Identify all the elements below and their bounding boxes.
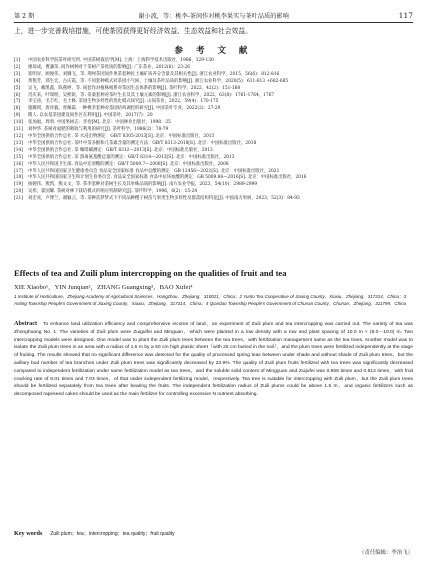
references-heading: 参 考 文 献: [174, 46, 253, 56]
reference-number: [12]: [14, 133, 23, 139]
reference-number: [11]: [14, 127, 23, 133]
reference-item: [14, 148, 413, 155]
reference-number: [20]: [14, 189, 23, 195]
reference-number: [3]: [14, 71, 21, 77]
english-abstract: [14, 320, 413, 399]
running-header: [14, 8, 413, 23]
reference-number: [7]: [14, 99, 21, 105]
reference-text: 中华全国供销合作总社. 茶 水浸出物测定：GB/T 8305-2013[S]. 北京：中国标准出版社，2013: [28, 133, 215, 139]
reference-text: 中华人民共和国卫生部. 食品中还原糖的测定：GB/T 5009.7—2008[S]. 北京：中国标准出版社，2008: [28, 161, 229, 167]
reference-item: [14, 72, 413, 79]
reference-number: [10]: [14, 120, 23, 126]
reference-item: [14, 86, 413, 93]
reference-number: [18]: [14, 175, 23, 181]
reference-text: 中国农业科学院茶叶研究所. 中国茶树栽培学[M]. 上海：上海科学技术出版社，1986，129-130: [28, 58, 214, 63]
abstract-label: Abstract: [14, 320, 38, 327]
reference-number: [14]: [14, 147, 23, 153]
reference-text: 肖庆来，叶瑞明，吴熙锐，等. 茶桑套种对茶叶生长及其土壤元素的影响[J]. 浙江农业科学，2022，63(8)：1761-1764，1767: [28, 92, 275, 98]
reference-number: [17]: [14, 168, 23, 174]
reference-text: 中华全国供销合作总社. 茶叶中茶多酚和儿茶素含量的测定方法：GB/T 8313-2018[S]. 北京：中国标准出版社，2018: [28, 140, 257, 146]
reference-text: 隋人. 以农基茶园建设间作区在利用[J]. 中国茶叶，2017(7)：20: [28, 113, 153, 119]
reference-item: [14, 162, 413, 169]
reference-number: [16]: [14, 161, 23, 167]
reference-item: [14, 155, 413, 162]
reference-item: [14, 134, 413, 141]
reference-list: [14, 58, 413, 203]
reference-text: 李宝涛，毛丰红，毛士修. 茶园生物多样性的优化模式探究[J]. 山间茶业，2022，59(4)：170-175: [28, 99, 219, 105]
closing-paragraph: 上，进一步完善栽培措施，可使茶园获得更好经济效益、生态效益和社会效益。: [14, 27, 252, 35]
reference-number: [15]: [14, 154, 23, 160]
reference-text: 崔明昇，顾俊伟，刘腾飞，等. 荆州茶园间作果茶套种民土壤矿质养分含量及其相关性[J]. 浙江农业科学，2015，56(6)：812-816: [28, 71, 280, 77]
reference-number: [4]: [14, 78, 21, 84]
reference-text: 黄艳芳，郑生宏，古庆霞，等. 不同套种模式对茶园小气候、土壤及茶叶品质的影响[J]. 浙江农业科学，2020(5)：611-613 +682-685: [28, 78, 289, 84]
english-authors: XIE Xiaobo¹，YIN Junqian²，ZHANG Guangxing³，BAO Xufei⁴: [14, 284, 193, 291]
reference-text: 施耀祺，唐祥毅，曾佩霞. 一种桃李套种对茶园结构调控的研究[J]. 中国茶叶专业，2022(2)：27-29: [28, 106, 221, 112]
reference-text: 中华人民共和国国家卫生健康委员会 食品安全国家标准 食品中总酸的测定：GB 12456—2021[S]. 北京：中国标准出版社，2021: [28, 168, 280, 174]
reference-number: [9]: [14, 113, 21, 119]
reference-text: 张加福，周勇. 中国果树志：李卷[M]. 北京：中国林业出版社，1998：25: [28, 120, 171, 126]
reference-number: [6]: [14, 92, 21, 98]
reference-item: [14, 127, 413, 134]
reference-item: [14, 79, 413, 86]
reference-item: [14, 65, 413, 72]
editor-note: （责任编辑：李治飞）: [359, 550, 413, 556]
issue-label: 第 2 期: [14, 13, 35, 20]
reference-text: 吴飞，戴凯鑫，陈燕婷，等. 间套作对植株根系对茶园生态体系的影响[J]. 茶叶科学，2022，42(2)：151-168: [28, 85, 241, 91]
reference-text: 刘仲华. 茶树对氮肥的吸收与利用的研究[J]. 茶叶科学，1986(2)：78-79: [28, 127, 169, 133]
abstract-text: To enhance land utilization efficiency and comprehensive income of land，an experiment of Zuili plum and tea intercropping was carried out. The variety of tea was Zhonghuang No. 1. The varieties of Zuili plum were Zuigulfei and Minguan，which were planted in a low density with a row and plant spacing of 10.0 m × (8.0－10.0) m. Two intercropping models were designed. One model was to plant the Zuili plum trees between the tea trees，with fertilization management same as the tea trees. Another model was to isolate the Zuili plum trees in an area with a radius of 1.5 m by a 50 cm high plastic sheet（with 25 cm buried in the soil），and the plum trees were fertilized independently at the stage of fruiting. The results showed that no significant difference was detected for the quality of processed spring teas between under shade and without shade of Zuili plum trees，but the axillary bud number of tea branches under Zuili plum trees was significantly decreased by 23.9%. The quality of Zuili plum fruits fertilized with tea trees was significantly decreased compared to independent fertilization under same fertilization model as tea trees，and the soluble solid content of Mingyuan and Zuijufei was 0.858 times and 0.813 times，with fruit cracking rate of 8.01 times and 7.03 times，of that under independent fertilizing model，respectively. Tea tree is suitable for intercropping with Zuili plum，but the Zuili plum trees should be fertilized separately from tea trees after bearing the fruits. The independent fertilization radius of Zuili plums could be above 1.5 m，and organic fertilizers such as decomposed rapeseed cakes should be used as the main fertilizer for controlling excessive N nutrient absorbing.: [14, 322, 413, 398]
english-title: Effects of tea and Zuili plum intercropping on the qualities of fruit and tea: [14, 268, 287, 278]
reference-text: 吴彤，霍国耀. 茶树对林下栽培模式的响应机制研究[J]. 茶叶科学，1996，6(2)：15-24: [28, 189, 198, 195]
reference-item: [14, 58, 413, 65]
reference-text: 杨婉伟，熊凯，熊文文，等. 茶李套种对茶树生长及其单株品质的影响[J]. 南方农业学报，2023，54(10)：2989-2999: [28, 182, 258, 188]
reference-number: [21]: [14, 196, 23, 202]
reference-number: [1]: [14, 58, 21, 63]
running-title: 谢小波，等：桃李-茶间作对桃李果实与茶叶品质的影响: [138, 13, 289, 20]
keywords-text: Zuili plum；tea；intercropping；tea quality；fruit quality: [50, 531, 175, 537]
reference-text: 廖琼成，曹藩荣. 间作树种对于茶树产茶优质的影响[J]. 广东茶业，2012(6)：23-26: [28, 64, 191, 70]
english-keywords: [14, 530, 413, 538]
page-number: 117: [398, 11, 413, 20]
reference-number: [5]: [14, 85, 21, 91]
reference-text: 中华人民共和国国家卫生和计划生育委员会. 食品安全国家标准 食品中抗坏血酸的测定：GB 5009.86—2016[S]. 北京：中国标准出版社，2016: [28, 175, 307, 181]
reference-number: [2]: [14, 64, 21, 70]
reference-number: [13]: [14, 140, 23, 146]
english-affiliation: 1 Institute of Horticulture，Zhejiang Academy of Agricultural Sciences，Hangzhou，Zhejiang，310021，China；2 Yuntu Tea Cooperative of Jiaxing County，Xiaxiu，Zhejiang，317314，China；3 Anting Township People’s Government of Jiaxing County，Xiaxiu，Zhejiang，317314，China；4 Qiandao Township People’s Government of Chunan County，Chunan，Zhejiang，311799，China: [14, 294, 407, 306]
reference-text: 中华全国供销合作总社. 茶 咖啡碱测定：GB/T 8312—2013[S]. 北京：中国标准出版社，2013: [28, 147, 213, 153]
reference-text: 刘宏亮，卢博兰，谢颖云，等. 茶种苗梦梦式下不同品种樱子树苗与果类生物多样性及群落结构特征[J]. 中国南方果树，2023，52(3)：84-93: [28, 196, 300, 202]
keywords-label: Key words: [14, 530, 43, 537]
reference-number: [19]: [14, 182, 23, 188]
reference-number: [8]: [14, 106, 21, 112]
reference-item: [14, 196, 413, 203]
reference-text: 中华全国供销合作总社. 茶 游离氨基酸总量的测定：GB/T 8314—2013[S]. 北京：中国标准出版社，2013: [28, 154, 235, 160]
reference-item: [14, 141, 413, 148]
